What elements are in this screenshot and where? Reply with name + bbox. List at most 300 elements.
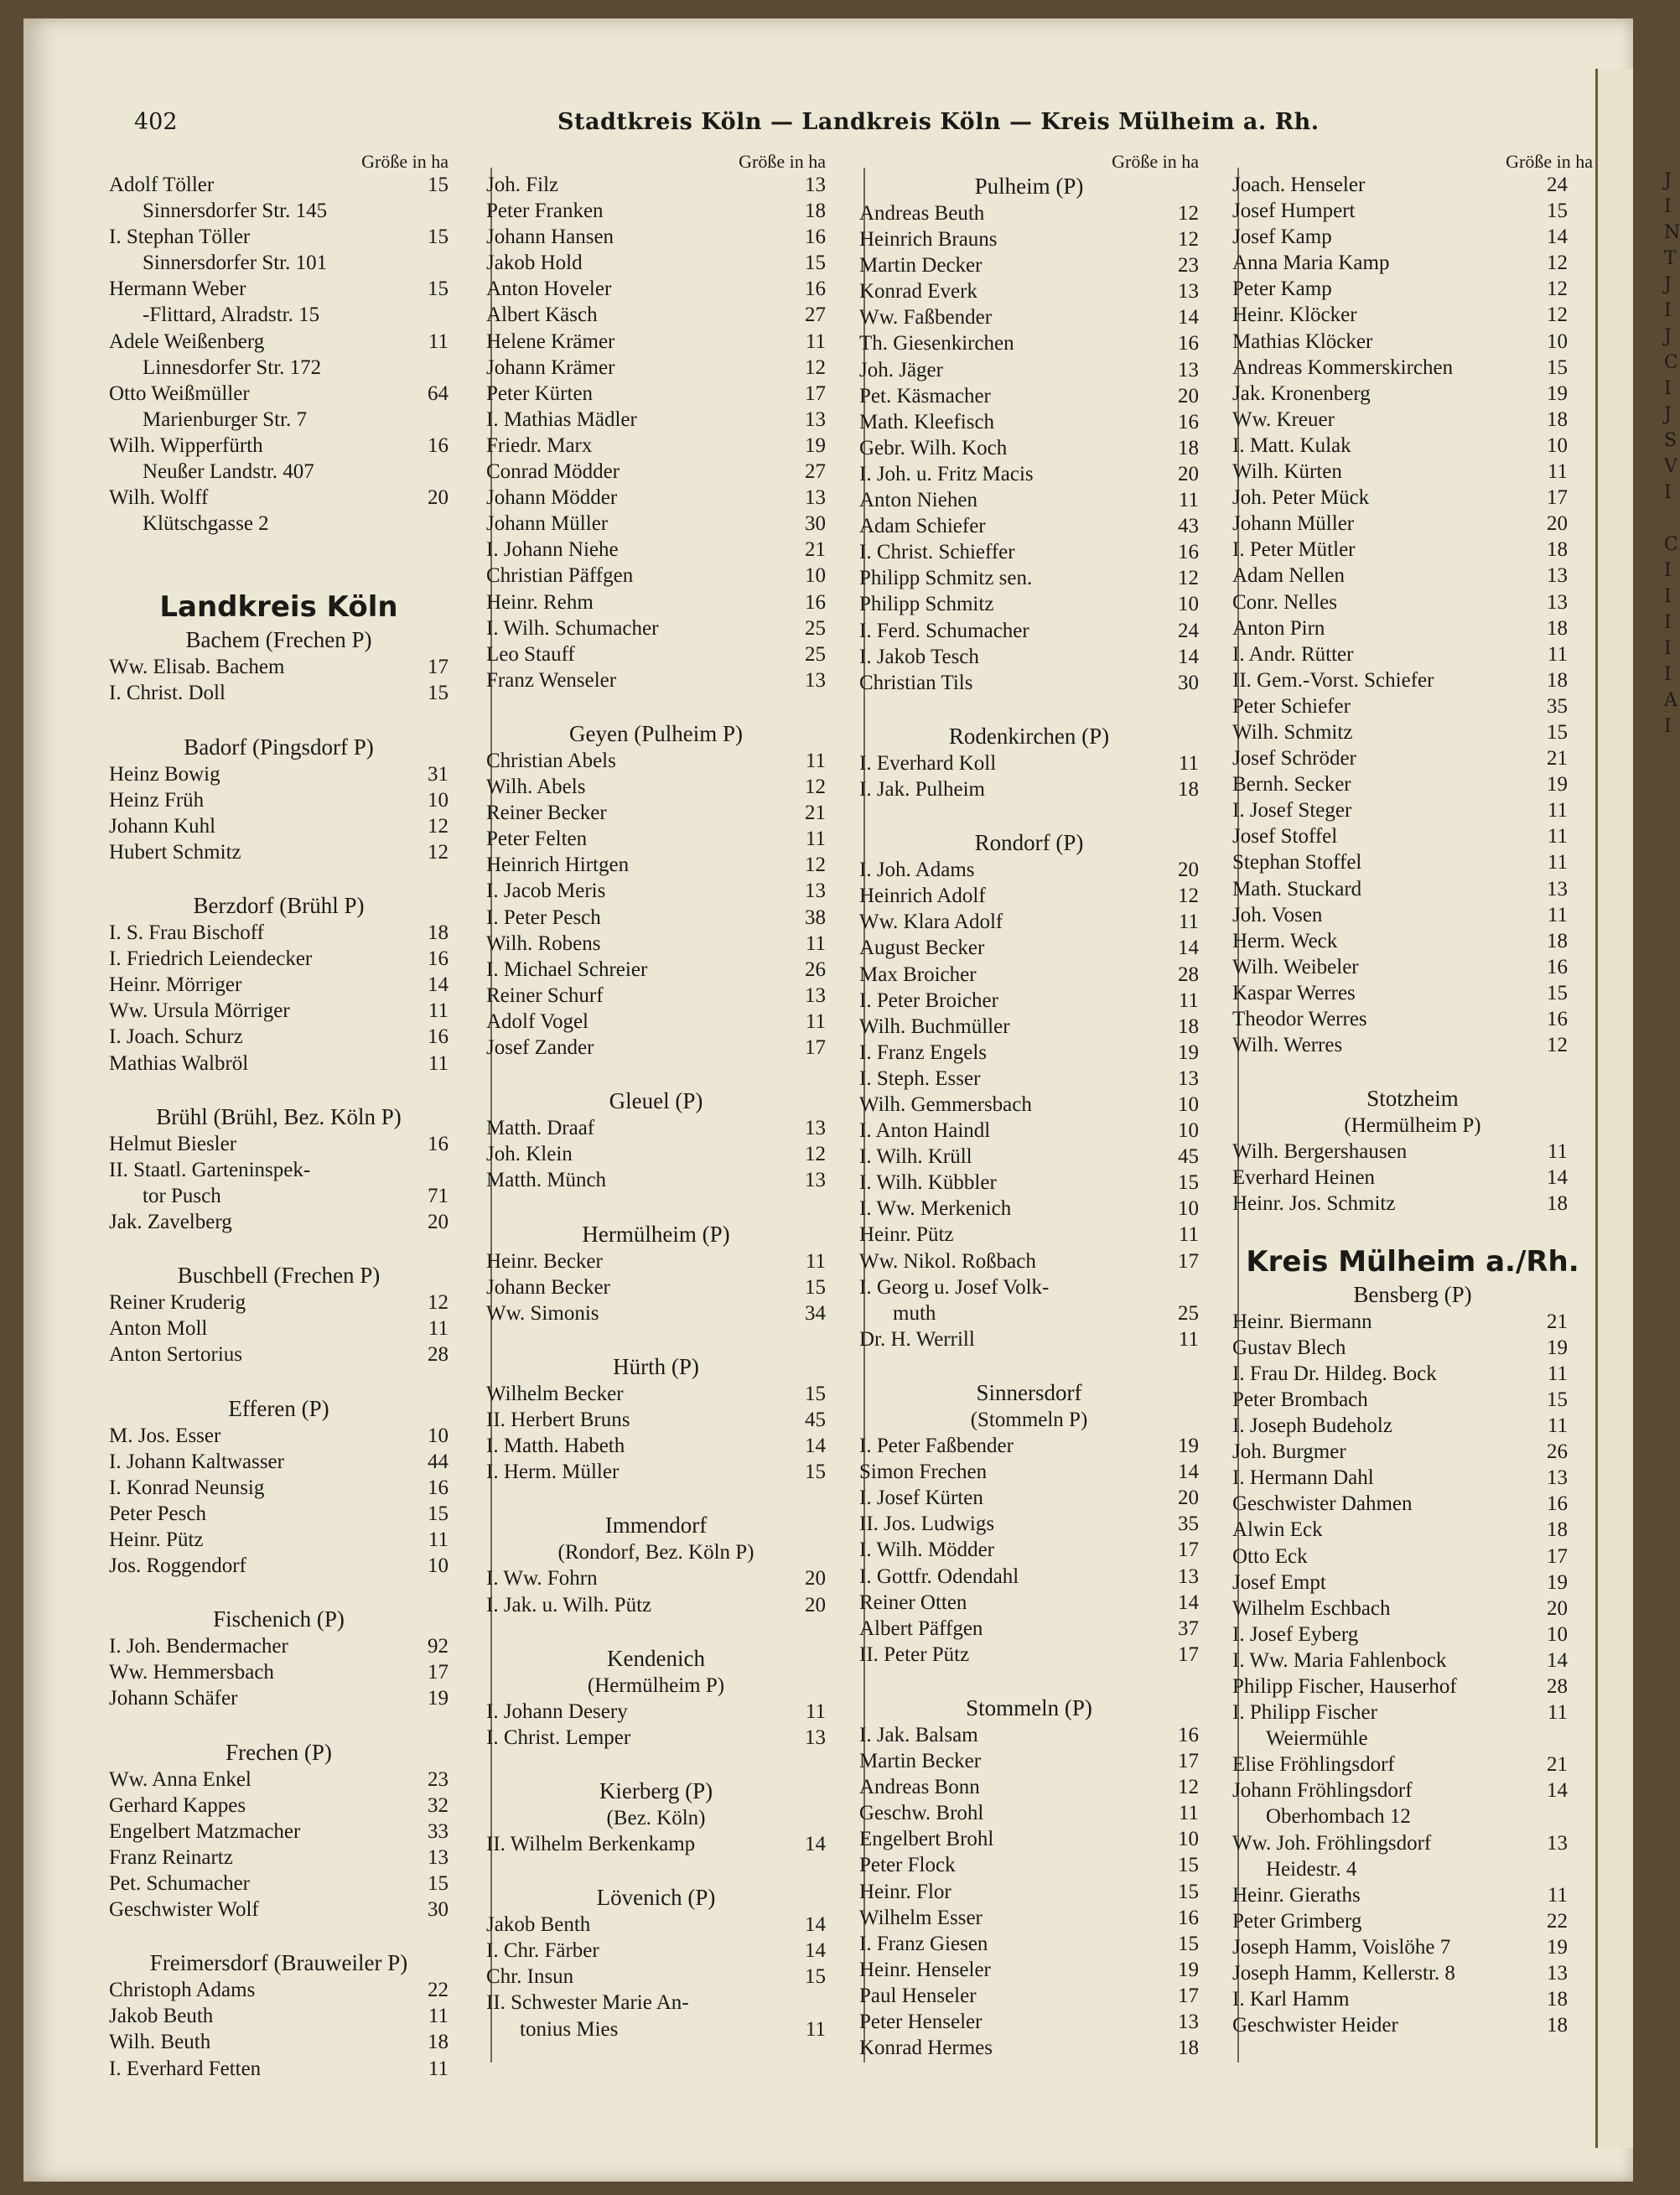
owner-name: Joach. Henseler <box>1232 174 1366 196</box>
owner-entry <box>486 905 826 931</box>
owner-entry <box>1232 1699 1593 1725</box>
owner-name: Ww. Faßbender <box>859 306 993 330</box>
owner-entry <box>486 1725 826 1751</box>
owner-entry <box>109 920 449 946</box>
area-hectares: 15 <box>1547 720 1568 744</box>
owner-entry <box>859 591 1199 617</box>
owner-entry <box>859 1879 1199 1905</box>
area-hectares: 13 <box>1178 1066 1199 1090</box>
owner-entry <box>1232 433 1593 459</box>
owner-entry <box>486 1381 826 1407</box>
area-hectares: 11 <box>1178 1802 1199 1825</box>
owner-name: Jakob Beuth <box>109 2005 214 2028</box>
margin-fragment: J <box>1664 170 1672 191</box>
spacer <box>109 1712 449 1738</box>
owner-entry <box>486 1459 826 1485</box>
owner-entry <box>486 381 826 407</box>
area-hectares: 13 <box>805 1169 826 1192</box>
area-hectares: 11 <box>1547 825 1568 848</box>
area-hectares: 15 <box>1547 355 1568 379</box>
owner-address: tor Pusch <box>143 1184 221 1207</box>
owner-entry <box>109 2003 449 2029</box>
spacer <box>859 696 1199 722</box>
owner-name: I. Christ. Doll <box>109 682 226 705</box>
locality-heading: Gleuel (P) <box>609 1088 703 1114</box>
owner-entry <box>109 1659 449 1685</box>
owner-entry <box>1232 1725 1593 1751</box>
owner-name: Johann Mödder <box>486 486 618 510</box>
owner-name: Ww. Hemmersbach <box>109 1661 274 1684</box>
owner-name: Josef Empt <box>1232 1570 1326 1594</box>
area-hectares: 13 <box>1547 877 1568 900</box>
owner-entry <box>109 1685 449 1711</box>
owner-entry <box>109 972 449 998</box>
owner-entry <box>859 644 1199 670</box>
area-hectares: 15 <box>805 1382 826 1405</box>
owner-entry <box>1232 329 1593 355</box>
locality-heading: Fischenich (P) <box>213 1606 345 1632</box>
owner-name: I. Michael Schreier <box>486 957 648 981</box>
owner-entry <box>1232 1986 1593 2012</box>
owner-name: Peter Pesch <box>109 1502 206 1525</box>
owner-entry <box>859 962 1199 988</box>
area-hectares: 38 <box>805 906 826 929</box>
owner-entry <box>1232 589 1593 615</box>
owner-name: I. Konrad Neunsig <box>109 1476 265 1499</box>
owner-name: Albert Päffgen <box>859 1616 983 1640</box>
owner-entry <box>486 1938 826 1964</box>
owner-name: Heinr. Mörriger <box>109 973 242 997</box>
column-heading: Größe in ha <box>1506 151 1593 172</box>
area-hectares: 13 <box>1178 280 1199 304</box>
owner-name: Ww. Ursula Mörriger <box>109 999 290 1023</box>
owner-entry <box>486 1115 826 1141</box>
owner-address: Oberhombach 12 <box>1266 1805 1411 1829</box>
owner-name: I. Wilh. Mödder <box>859 1539 995 1562</box>
owner-entry <box>1232 1361 1593 1387</box>
owner-name: Wilh. Werres <box>1232 1034 1343 1057</box>
area-hectares: 18 <box>1547 929 1568 952</box>
area-hectares: 13 <box>1547 1466 1568 1490</box>
area-hectares: 11 <box>1178 911 1199 934</box>
owner-entry <box>109 459 449 485</box>
area-hectares: 11 <box>1178 989 1199 1012</box>
owner-entry <box>859 670 1199 696</box>
owner-name: Josef Schröder <box>1232 747 1356 771</box>
area-hectares: 12 <box>805 355 826 379</box>
locality-heading: Immendorf <box>604 1513 708 1539</box>
column-heading: Größe in ha <box>1112 151 1199 172</box>
spacer <box>486 1061 826 1087</box>
owner-name: I. Friedrich Leiendecker <box>109 947 313 971</box>
owner-entry <box>486 983 826 1009</box>
owner-entry <box>859 618 1199 644</box>
owner-entry <box>1232 1032 1593 1058</box>
owner-entry <box>486 931 826 957</box>
owner-name: Joseph Hamm, Kellerstr. 8 <box>1232 1962 1455 1985</box>
owner-name: I. Philipp Fischer <box>1232 1701 1377 1725</box>
owner-entry <box>1232 980 1593 1006</box>
owner-name: I. Peter Pesch <box>486 906 601 929</box>
area-hectares: 12 <box>428 840 449 864</box>
owner-entry <box>1232 615 1593 641</box>
owner-entry <box>486 748 826 774</box>
district-heading: Kreis Mülheim a./Rh. <box>1246 1244 1579 1279</box>
owner-entry <box>486 1565 826 1591</box>
owner-name: Heinz Früh <box>109 788 205 812</box>
area-hectares: 14 <box>1178 645 1199 668</box>
owner-entry <box>859 1433 1199 1459</box>
locality-heading: Pulheim (P) <box>974 174 1084 199</box>
owner-name: Heinr. Pütz <box>109 1528 204 1551</box>
area-hectares: 30 <box>428 1898 449 1922</box>
owner-entry <box>109 198 449 224</box>
owner-entry <box>1232 1751 1593 1777</box>
owner-name: Conrad Mödder <box>486 460 620 484</box>
owner-name: I. Anton Haindl <box>859 1119 991 1143</box>
owner-entry <box>109 433 449 459</box>
owner-entry <box>1232 407 1593 433</box>
owner-entry <box>1232 1139 1593 1165</box>
owner-name: Heinz Bowig <box>109 762 220 786</box>
owner-name: I. Joh. Bendermacher <box>109 1635 288 1658</box>
area-hectares: 17 <box>428 1661 449 1684</box>
owner-name: II. Gem.-Vorst. Schiefer <box>1232 668 1434 692</box>
owner-name: Anton Pirn <box>1232 616 1325 640</box>
owner-name: Otto Weißmüller <box>109 381 250 405</box>
area-hectares: 17 <box>1178 1750 1199 1773</box>
owner-entry <box>1232 1413 1593 1439</box>
owner-name: Engelbert Matzmacher <box>109 1819 301 1843</box>
owner-name: Wilh. Buchmüller <box>859 1014 1010 1038</box>
owner-name: Herm. Weck <box>1232 929 1338 952</box>
locality-heading: Frechen (P) <box>226 1739 332 1765</box>
owner-name: I. Gottfr. Odendahl <box>859 1565 1019 1588</box>
owner-name: Gebr. Wilh. Koch <box>859 436 1008 459</box>
owner-name: Paul Henseler <box>859 1984 977 2007</box>
area-hectares: 13 <box>1547 1831 1568 1855</box>
area-hectares: 21 <box>1547 1753 1568 1777</box>
owner-entry <box>1232 198 1593 224</box>
owner-entry <box>859 1774 1199 1800</box>
owner-name: Heinrich Adolf <box>859 885 986 908</box>
locality-heading: Geyen (Pulheim P) <box>569 720 743 746</box>
owner-name: Wilhelm Eschbach <box>1232 1596 1391 1620</box>
owner-name: Christian Päffgen <box>486 564 634 588</box>
owner-name: Theodor Werres <box>1232 1008 1367 1030</box>
area-hectares: 13 <box>805 880 826 903</box>
area-hectares: 44 <box>428 1450 449 1473</box>
owner-entry <box>859 252 1199 278</box>
area-hectares: 35 <box>1547 694 1568 718</box>
owner-entry <box>859 1300 1199 1326</box>
owner-name: Gustav Blech <box>1232 1336 1346 1359</box>
owner-name: Johann Müller <box>486 512 609 536</box>
owner-name: II. Schwester Marie An- <box>486 1991 689 2015</box>
margin-fragment: I <box>1664 586 1672 607</box>
area-hectares: 19 <box>1547 1336 1568 1359</box>
spacer <box>486 693 826 719</box>
area-hectares: 20 <box>1178 462 1199 485</box>
owner-name: Wilhelm Becker <box>486 1382 624 1405</box>
owner-name: Heinrich Hirtgen <box>486 854 630 877</box>
spacer <box>859 802 1199 828</box>
area-hectares: 13 <box>1547 1962 1568 1985</box>
owner-entry <box>859 1092 1199 1118</box>
area-hectares: 12 <box>1178 567 1199 590</box>
area-hectares: 15 <box>1178 1854 1199 1877</box>
owner-entry <box>486 641 826 667</box>
owner-entry <box>1232 511 1593 537</box>
locality-heading: Freimersdorf (Brauweiler P) <box>149 1950 408 1976</box>
owner-name: Peter Henseler <box>859 2011 983 2033</box>
owner-name: Christoph Adams <box>109 1979 256 2002</box>
area-hectares: 11 <box>428 330 449 353</box>
area-hectares: 27 <box>805 304 826 327</box>
area-hectares: 14 <box>1547 1166 1568 1190</box>
owner-name: Max Broicher <box>859 963 977 986</box>
owner-name: Josef Humpert <box>1232 200 1356 223</box>
owner-name: Simon Frechen <box>859 1461 988 1484</box>
area-hectares: 20 <box>428 486 449 510</box>
spacer <box>109 865 449 891</box>
area-hectares: 21 <box>1547 747 1568 771</box>
area-hectares: 16 <box>805 278 826 301</box>
margin-fragment: I <box>1664 196 1672 217</box>
owner-name: Helene Krämer <box>486 330 615 353</box>
owner-name: Hubert Schmitz <box>109 840 241 864</box>
area-hectares: 28 <box>1547 1674 1568 1698</box>
area-hectares: 18 <box>1547 1192 1568 1216</box>
area-hectares: 11 <box>805 828 826 851</box>
area-hectares: 21 <box>1547 1310 1568 1333</box>
owner-entry <box>109 511 449 537</box>
owner-name: Joseph Hamm, Voislöhe 7 <box>1232 1935 1451 1959</box>
owner-name: I. Jacob Meris <box>486 880 606 903</box>
owner-entry <box>486 615 826 641</box>
owner-entry <box>859 1616 1199 1642</box>
area-hectares: 16 <box>805 590 826 614</box>
owner-entry <box>1232 1830 1593 1856</box>
owner-entry <box>1232 928 1593 954</box>
owner-entry <box>486 1300 826 1326</box>
area-hectares: 13 <box>805 407 826 431</box>
area-hectares: 23 <box>428 1767 449 1791</box>
margin-fragment: I <box>1664 716 1672 737</box>
area-hectares: 11 <box>805 1009 826 1033</box>
owner-name: I. Wilh. Kübbler <box>859 1171 997 1195</box>
area-hectares: 37 <box>1178 1616 1199 1640</box>
area-hectares: 30 <box>805 512 826 536</box>
area-hectares: 11 <box>1547 799 1568 822</box>
owner-entry <box>1232 276 1593 302</box>
area-hectares: 19 <box>1547 1570 1568 1594</box>
owner-entry <box>859 1144 1199 1170</box>
owner-entry <box>1232 771 1593 797</box>
area-hectares: 14 <box>805 1435 826 1458</box>
margin-fragment: I <box>1664 560 1672 581</box>
owner-entry <box>1232 1387 1593 1413</box>
owner-name: Franz Reinartz <box>109 1845 233 1869</box>
area-hectares: 10 <box>1178 1093 1199 1116</box>
owner-name: Joh. Jäger <box>859 358 943 381</box>
area-hectares: 18 <box>1178 2037 1199 2060</box>
area-hectares: 11 <box>428 1528 449 1551</box>
area-hectares: 13 <box>805 174 826 196</box>
owner-name: Matth. Münch <box>486 1169 607 1192</box>
owner-entry <box>1232 954 1593 980</box>
owner-entry <box>109 1633 449 1659</box>
area-hectares: 11 <box>1178 1223 1199 1247</box>
spacer <box>109 1579 449 1605</box>
spacer <box>109 1235 449 1261</box>
owner-name: Wilh. Beuth <box>109 2031 211 2054</box>
area-hectares: 11 <box>1547 1362 1568 1385</box>
owner-name: Andreas Bonn <box>859 1776 980 1799</box>
area-hectares: 15 <box>1547 1388 1568 1411</box>
owner-name: Dr. H. Werrill <box>859 1327 975 1351</box>
owner-name: Wilh. Robens <box>486 931 601 955</box>
area-hectares: 15 <box>1178 1932 1199 1955</box>
owner-entry <box>859 1826 1199 1852</box>
owner-entry <box>1232 876 1593 902</box>
owner-name: I. Franz Giesen <box>859 1932 988 1955</box>
area-hectares: 28 <box>1178 963 1199 986</box>
area-hectares: 16 <box>805 226 826 249</box>
owner-entry <box>859 1564 1199 1590</box>
owner-name: I. Franz Engels <box>859 1040 988 1064</box>
area-hectares: 22 <box>1547 1909 1568 1933</box>
area-hectares: 25 <box>1178 1301 1199 1325</box>
area-hectares: 17 <box>428 656 449 679</box>
spacer <box>486 1751 826 1777</box>
owner-name: Hermann Weber <box>109 278 246 301</box>
locality-heading: Kendenich <box>607 1645 705 1671</box>
owner-address: muth <box>893 1301 936 1325</box>
owner-entry <box>1232 1856 1593 1882</box>
area-hectares: 11 <box>805 931 826 955</box>
area-hectares: 15 <box>1178 1880 1199 1903</box>
owner-entry <box>109 839 449 865</box>
margin-fragment: C <box>1664 534 1678 555</box>
owner-name: I. Joseph Budeholz <box>1232 1414 1392 1438</box>
owner-entry <box>859 1931 1199 1957</box>
area-hectares: 14 <box>1547 226 1568 249</box>
owner-entry <box>109 761 449 787</box>
owner-entry <box>1232 1908 1593 1934</box>
owner-entry <box>109 1475 449 1501</box>
owner-entry <box>859 1459 1199 1485</box>
spacer <box>859 1352 1199 1378</box>
owner-entry <box>486 878 826 904</box>
owner-name: Wilh. Weibeler <box>1232 955 1359 978</box>
owner-name: I. Karl Hamm <box>1232 1988 1350 2011</box>
owner-entry <box>1232 1006 1593 1032</box>
owner-entry <box>1232 745 1593 771</box>
area-hectares: 14 <box>805 1832 826 1855</box>
margin-fragment: I <box>1664 638 1672 659</box>
owner-entry <box>1232 537 1593 563</box>
owner-entry <box>486 1433 826 1459</box>
owner-entry <box>486 1699 826 1725</box>
owner-entry <box>859 1170 1199 1196</box>
area-hectares: 14 <box>1178 1461 1199 1484</box>
owner-entry <box>1232 1648 1593 1673</box>
owner-name: Peter Felten <box>486 828 588 851</box>
owner-name: I. Matt. Kulak <box>1232 433 1351 457</box>
owner-entry <box>859 383 1199 409</box>
owner-entry <box>486 1274 826 1300</box>
area-hectares: 17 <box>1178 1642 1199 1666</box>
area-hectares: 18 <box>1178 777 1199 801</box>
column-2 <box>486 151 826 2042</box>
area-hectares: 21 <box>805 802 826 825</box>
area-hectares: 11 <box>1547 1883 1568 1907</box>
owner-name: Leo Stauff <box>486 642 575 666</box>
area-hectares: 11 <box>1547 903 1568 926</box>
owner-name: II. Wilhelm Berkenkamp <box>486 1832 696 1855</box>
owner-name: I. Ww. Fohrn <box>486 1567 598 1590</box>
area-hectares: 33 <box>428 1819 449 1843</box>
area-hectares: 11 <box>1547 1414 1568 1438</box>
owner-entry <box>1232 1191 1593 1217</box>
area-hectares: 25 <box>805 616 826 640</box>
area-hectares: 16 <box>428 947 449 971</box>
owner-address: Klütschgasse 2 <box>143 512 269 536</box>
owner-entry <box>859 909 1199 935</box>
owner-name: I. Frau Dr. Hildeg. Bock <box>1232 1362 1437 1385</box>
owner-entry <box>1232 1934 1593 1960</box>
area-hectares: 12 <box>1547 1034 1568 1057</box>
owner-entry <box>859 461 1199 487</box>
area-hectares: 16 <box>428 1025 449 1049</box>
area-hectares: 28 <box>428 1343 449 1367</box>
owner-entry <box>109 1051 449 1077</box>
owner-entry <box>1232 1491 1593 1517</box>
area-hectares: 10 <box>1547 330 1568 353</box>
owner-name: Heinr. Rehm <box>486 590 594 614</box>
area-hectares: 20 <box>1178 859 1199 882</box>
owner-name: Joh. Klein <box>486 1143 573 1166</box>
owner-entry <box>486 2016 826 2042</box>
area-hectares: 23 <box>1178 254 1199 278</box>
owner-name: I. Georg u. Josef Volk- <box>859 1275 1050 1299</box>
owner-name: Gerhard Kappes <box>109 1793 246 1817</box>
area-hectares: 11 <box>428 999 449 1023</box>
area-hectares: 92 <box>428 1635 449 1658</box>
owner-entry <box>859 487 1199 513</box>
owner-entry <box>109 1423 449 1449</box>
owner-name: I. Josef Steger <box>1232 799 1352 822</box>
owner-entry <box>1232 224 1593 250</box>
owner-entry <box>1232 302 1593 328</box>
owner-name: Christian Abels <box>486 749 616 772</box>
locality-subheading: (Rondorf, Bez. Köln P) <box>557 1541 754 1565</box>
owner-name: Heinr. Flor <box>859 1880 951 1903</box>
owner-entry <box>486 1990 826 2016</box>
owner-entry <box>1232 1673 1593 1699</box>
owner-name: Ww. Joh. Fröhlingsdorf <box>1232 1831 1432 1855</box>
owner-name: II. Staatl. Garteninspek- <box>109 1158 311 1181</box>
owner-name: Heinr. Pütz <box>859 1223 954 1247</box>
area-hectares: 18 <box>1547 668 1568 692</box>
owner-entry <box>109 1131 449 1157</box>
owner-name: Adolf Vogel <box>486 1009 589 1033</box>
owner-name: II. Jos. Ludwigs <box>859 1513 995 1536</box>
owner-entry <box>1232 485 1593 511</box>
area-hectares: 11 <box>1547 460 1568 484</box>
area-hectares: 10 <box>1178 1119 1199 1143</box>
